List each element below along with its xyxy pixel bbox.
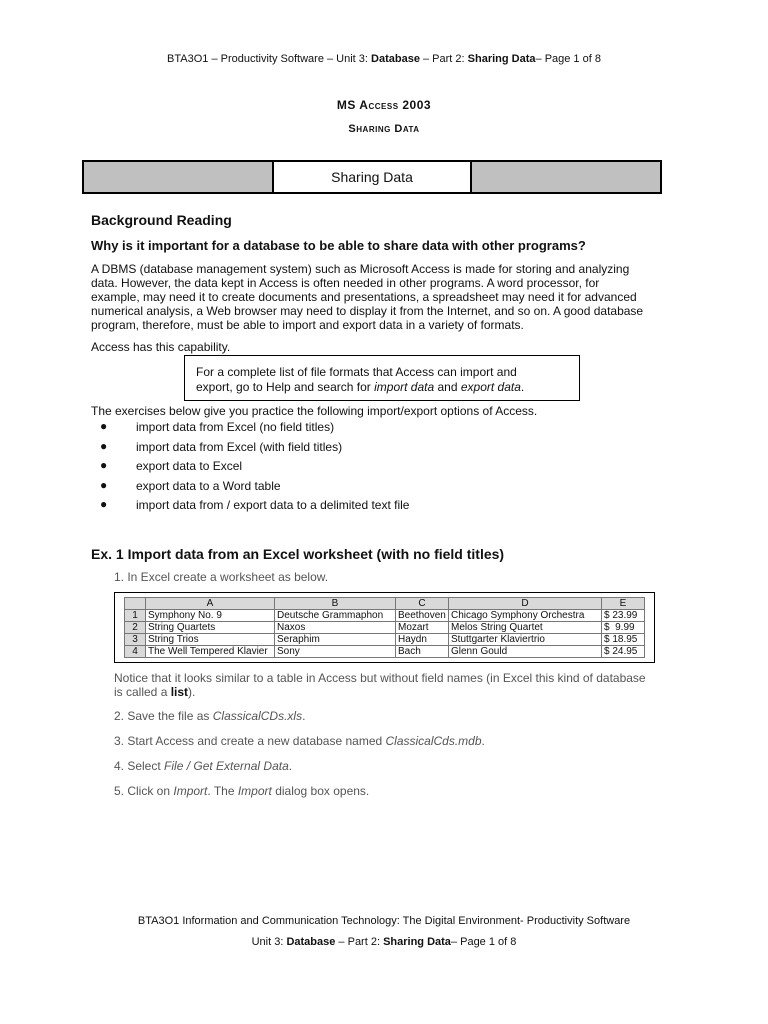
cell-label: Naxos	[275, 622, 396, 634]
bullet-icon: ●	[100, 458, 108, 472]
exercises-intro: The exercises below give you practice the following import/export options of Access.	[91, 404, 538, 418]
cell-price: $ 18.95	[602, 634, 645, 646]
cell-performer: Melos String Quartet	[449, 622, 602, 634]
note-text: export, go to Help and search for	[196, 380, 375, 394]
list-item	[100, 479, 409, 499]
cell-title: String Quartets	[146, 622, 275, 634]
header-part: Sharing Data	[467, 53, 536, 65]
list-item-text: import data from Excel (no field titles)	[136, 420, 335, 434]
banner-left-shade	[84, 162, 272, 192]
cell-performer: Stuttgarter Klaviertrio	[449, 634, 602, 646]
step-3	[114, 734, 485, 748]
column-header: A	[146, 598, 275, 610]
notice-text-part: is called a	[114, 685, 171, 699]
notice-text	[114, 671, 694, 699]
step-text: .	[288, 759, 293, 773]
list-item-text: export data to a Word table	[136, 478, 281, 493]
step-text: .	[481, 734, 485, 748]
step-4	[114, 759, 292, 773]
row-number: 2	[125, 622, 146, 634]
notice-line-1: Notice that it looks similar to a table in Access but without field names (in Excel this kind of database	[114, 671, 646, 685]
cell-composer: Beethoven	[396, 610, 449, 622]
cell-label: Sony	[275, 646, 396, 658]
note-line-1: For a complete list of file formats that Access can import and	[196, 365, 517, 379]
list-item	[100, 498, 409, 518]
paragraph-line: example, may need it to create documents and presentations, a spreadsheet may need it for advanced	[91, 290, 637, 304]
header-unit: Database	[371, 53, 420, 65]
column-header: D	[449, 598, 602, 610]
bullet-icon: ●	[100, 477, 108, 492]
document-title: MS Access 2003	[336, 98, 432, 112]
corner-cell	[125, 598, 146, 610]
step-5	[114, 784, 369, 798]
note-text: and	[434, 380, 461, 394]
cell-title: Symphony No. 9	[146, 610, 275, 622]
cell-label: Deutsche Grammaphon	[275, 610, 396, 622]
footer-page-line	[0, 936, 768, 948]
step-filename: ClassicalCds.mdb	[385, 734, 482, 748]
header-suffix: – Page 1 of 8	[535, 53, 601, 65]
cell-price: $ 24.95	[602, 646, 645, 658]
step-text: 2. Save the file as	[114, 709, 213, 723]
notice-term-list: list	[170, 685, 189, 699]
bullet-icon: ●	[100, 419, 108, 433]
banner-right-shade	[472, 162, 660, 192]
paragraph-line: data. However, the data kept in Access is often needed in other programs. A word processor, for	[91, 276, 600, 290]
background-heading: Background Reading	[91, 212, 232, 228]
list-item-text: export data to Excel	[136, 459, 243, 473]
step-dialog-name: Import	[237, 784, 272, 798]
footer-prefix: Unit 3:	[251, 936, 287, 948]
cell-label: Seraphim	[275, 634, 396, 646]
row-number: 4	[125, 646, 146, 658]
bullet-icon: ●	[100, 438, 108, 453]
excel-worksheet	[114, 592, 655, 663]
cell-price: $ 23.99	[602, 610, 645, 622]
note-term-export: export data	[460, 380, 521, 394]
footer-mid: – Part 2:	[335, 936, 384, 948]
cell-price: $ 9.99	[602, 622, 645, 634]
worksheet-table	[124, 597, 645, 658]
cell-title: The Well Tempered Klavier	[146, 646, 275, 658]
step-text: 4. Select	[114, 759, 165, 773]
cell-composer: Bach	[396, 646, 449, 658]
note-line-2	[196, 380, 569, 395]
section-banner	[82, 160, 662, 194]
list-item	[100, 440, 409, 460]
cell-composer: Mozart	[396, 622, 449, 634]
column-header: C	[396, 598, 449, 610]
note-text: .	[520, 380, 525, 394]
paragraph-line: A DBMS (database management system) such as Microsoft Access is made for storing and analyzing	[91, 262, 630, 276]
step-text: .	[302, 709, 306, 723]
step-1: 1. In Excel create a worksheet as below.	[114, 570, 329, 584]
column-header: B	[275, 598, 396, 610]
footer-suffix: – Page 1 of 8	[450, 936, 517, 948]
document-subtitle: Sharing Data	[348, 123, 420, 135]
background-question: Why is it important for a database to be able to share data with other programs?	[91, 238, 586, 253]
list-item	[100, 459, 409, 479]
cell-performer: Glenn Gould	[449, 646, 602, 658]
step-text: 5. Click on	[114, 784, 174, 798]
footer-part: Sharing Data	[383, 936, 451, 948]
step-text: dialog box opens.	[271, 784, 370, 798]
note-term-import: import data	[374, 380, 435, 394]
list-item	[100, 420, 409, 440]
column-header: E	[602, 598, 645, 610]
list-item-text: import data from Excel (with field titles)	[136, 439, 343, 454]
step-menu-path: File / Get External Data	[164, 759, 289, 773]
footer-unit: Database	[286, 936, 336, 948]
list-item-text: import data from / export data to a delimited text file	[136, 498, 410, 512]
step-filename: ClassicalCDs.xls	[212, 709, 303, 723]
paragraph-line: program, therefore, must be able to import and export data in a variety of formats.	[91, 318, 524, 332]
step-command: Import	[173, 784, 208, 798]
table-row	[125, 610, 645, 622]
info-note-box	[184, 355, 580, 401]
notice-line-2	[114, 685, 694, 699]
paragraph-line: numerical analysis, a Web browser may need to display it from the Internet, and so on. A good database	[91, 304, 644, 318]
column-header-row	[125, 598, 645, 610]
step-text: . The	[207, 784, 238, 798]
row-number: 1	[125, 610, 146, 622]
background-paragraph	[91, 262, 691, 332]
table-row	[125, 646, 645, 658]
bullet-icon: ●	[100, 497, 108, 511]
header-mid: – Part 2:	[419, 53, 468, 65]
step-text: 3. Start Access and create a new database named	[114, 734, 386, 748]
cell-title: String Trios	[146, 634, 275, 646]
header-prefix: BTA3O1 – Productivity Software – Unit 3:	[167, 53, 372, 65]
footer-course-line: BTA3O1 Information and Communication Technology: The Digital Environment- Productivity Software	[137, 915, 631, 927]
banner-title: Sharing Data	[272, 162, 472, 192]
table-row	[125, 622, 645, 634]
table-row	[125, 634, 645, 646]
capability-text: Access has this capability.	[91, 340, 231, 354]
cell-composer: Haydn	[396, 634, 449, 646]
notice-text-part: ).	[188, 685, 196, 699]
import-export-options-list	[100, 420, 409, 518]
step-2	[114, 709, 305, 723]
page-header	[0, 53, 768, 65]
cell-performer: Chicago Symphony Orchestra	[449, 610, 602, 622]
exercise-1-heading: Ex. 1 Import data from an Excel worksheet (with no field titles)	[91, 546, 505, 562]
row-number: 3	[125, 634, 146, 646]
